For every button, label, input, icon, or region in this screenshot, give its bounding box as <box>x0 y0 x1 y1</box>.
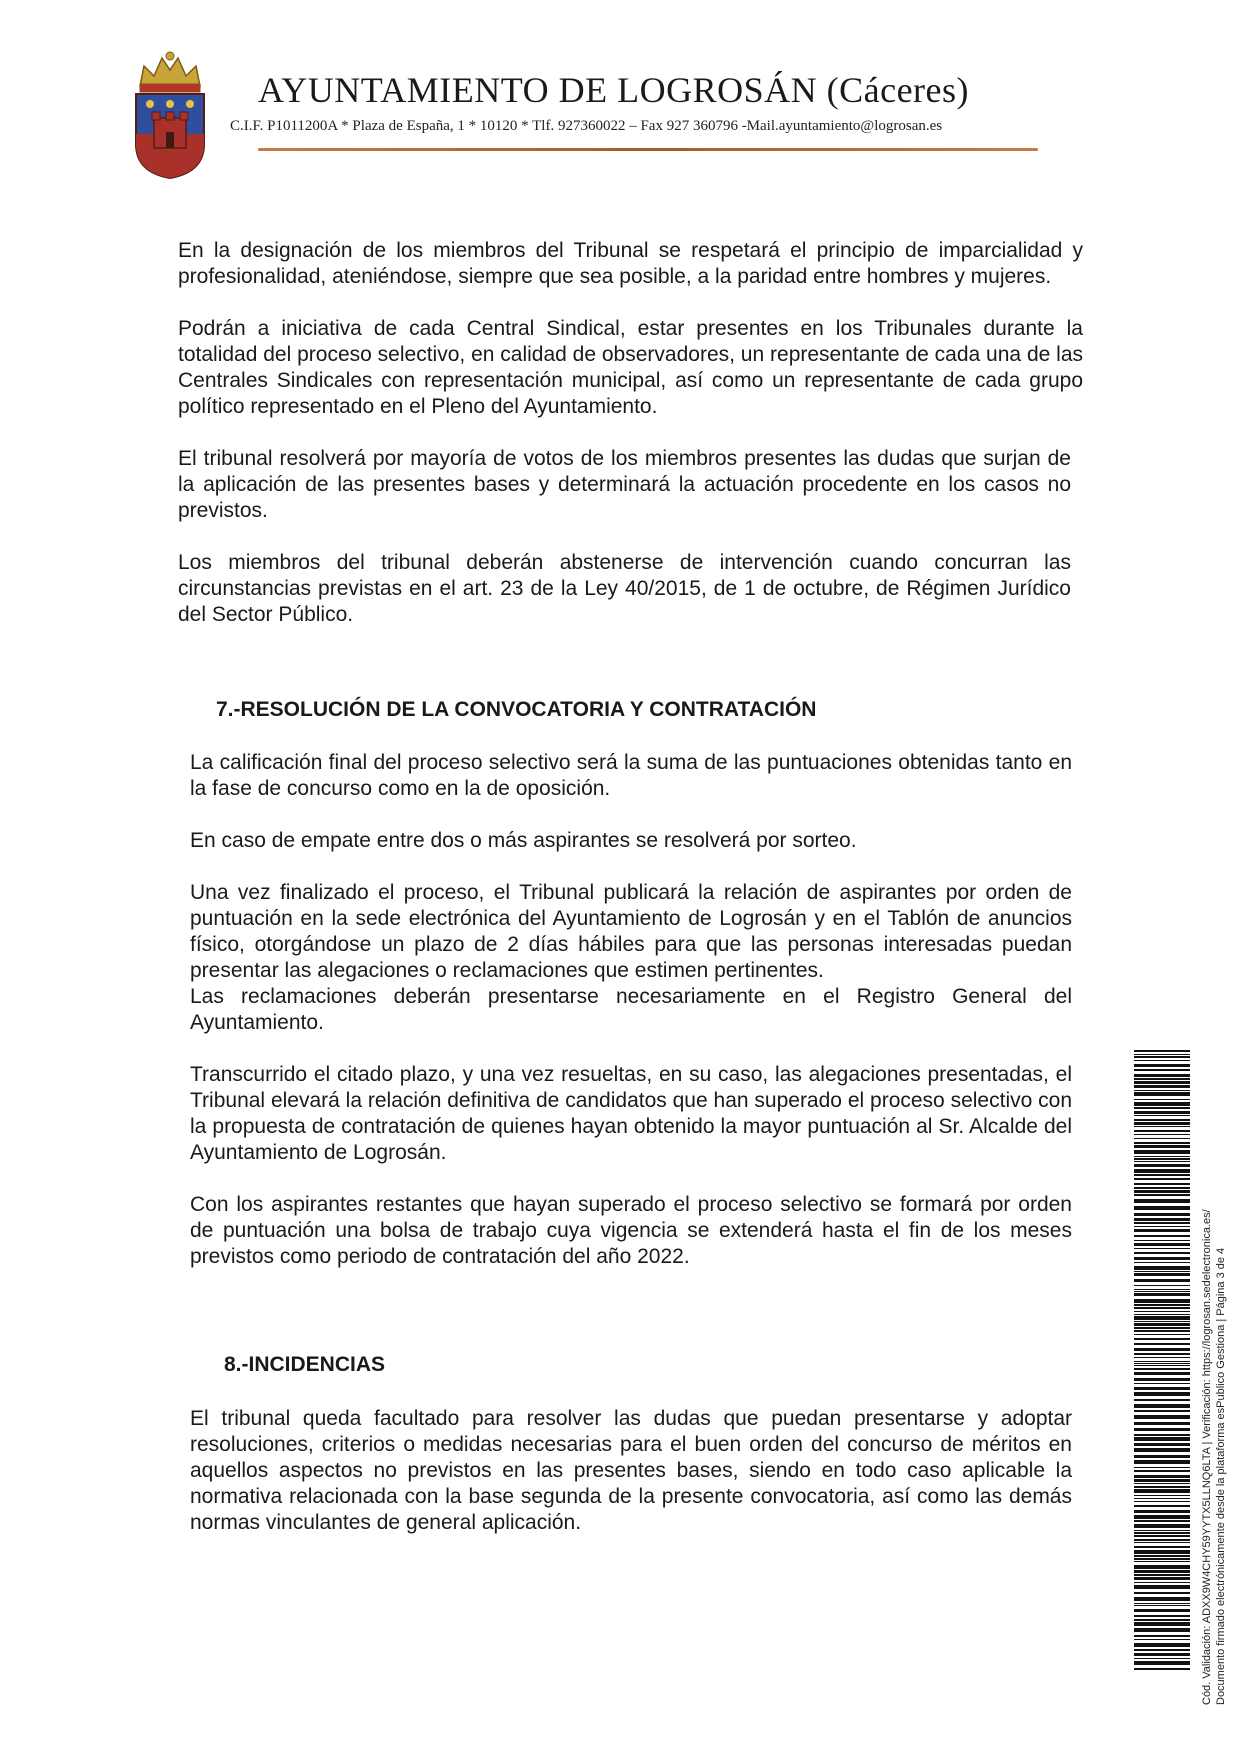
intro-section <box>178 238 1083 628</box>
section-8-heading: 8.-INCIDENCIAS <box>224 1353 386 1376</box>
verification-text <box>1200 1055 1228 1705</box>
barcode-icon <box>1134 1050 1190 1670</box>
paragraph: En la designación de los miembros del Tribunal se respetará el principio de imparcialidad y profesionalidad, ateniéndose, siempre que sea posible, a la paridad entre hombres y mujeres. <box>178 239 1083 288</box>
paragraph: Con los aspirantes restantes que hayan superado el proceso selectivo se formará por orden de puntuación una bolsa de trabajo cuya vigencia se extenderá hasta el fin de los meses previstos como periodo de contratación del año 2022. <box>190 1193 1072 1268</box>
paragraph: Transcurrido el citado plazo, y una vez resueltas, en su caso, las alegaciones presentadas, el Tribunal elevará la relación definitiva de candidatos que han superado el proceso selectivo con la propuesta de contratación de quienes hayan obtenido la mayor puntuación al Sr. Alcalde del Ayuntamiento de Logrosán. <box>190 1063 1072 1164</box>
paragraph: Podrán a iniciativa de cada Central Sindical, estar presentes en los Tribunales durante la totalidad del proceso selectivo, en calidad de observadores, un representante de cada una de las Centrales Sindicales con representación municipal, así como un representante de cada grupo político representado en el Pleno del Ayuntamiento. <box>178 317 1083 418</box>
section-7-body <box>190 750 1072 1270</box>
municipality-title: AYUNTAMIENTO DE LOGROSÁN (Cáceres) <box>258 70 970 110</box>
paragraph: El tribunal queda facultado para resolver las dudas que puedan presentarse y adoptar resoluciones, criterios o medidas necesarias para el buen orden del concurso de méritos en aquellos aspectos no previstos en las presentes bases, siendo en todo caso aplicable la normativa relacionada con la base segunda de la presente convocatoria, así como las demás normas vinculantes de general aplicación. <box>190 1407 1072 1534</box>
coat-of-arms-icon <box>130 48 210 180</box>
section-8-body <box>190 1406 1072 1536</box>
section-7-heading: 7.-RESOLUCIÓN DE LA CONVOCATORIA Y CONTRATACIÓN <box>216 698 817 721</box>
paragraph: Las reclamaciones deberán presentarse necesariamente en el Registro General del Ayuntamiento. <box>190 985 1072 1034</box>
paragraph: Una vez finalizado el proceso, el Tribunal publicará la relación de aspirantes por orden de puntuación en la sede electrónica del Ayuntamiento de Logrosán y en el Tablón de anuncios físico, otorgándose un plazo de 2 días hábiles para que las personas interesadas puedan presentar las alegaciones o reclamaciones que estimen pertinentes. <box>190 881 1072 982</box>
paragraph: En caso de empate entre dos o más aspirantes se resolverá por sorteo. <box>190 829 857 852</box>
verification-line: Documento firmado electrónicamente desde la plataforma esPublico Gestiona | Página 3 de 4 <box>1215 1247 1227 1705</box>
header-divider <box>258 148 1038 151</box>
paragraph: La calificación final del proceso selectivo será la suma de las puntuaciones obtenidas tanto en la fase de concurso como en la de oposición. <box>190 751 1072 800</box>
paragraph: El tribunal resolverá por mayoría de votos de los miembros presentes las dudas que surjan de la aplicación de las presentes bases y determinará la actuación procedente en los casos no previstos. <box>178 447 1071 522</box>
contact-details: C.I.F. P1011200A * Plaza de España, 1 * 10120 * Tlf. 927360022 – Fax 927 360796 -Mail.ayuntamiento@logrosan.es <box>230 118 943 134</box>
paragraph: Los miembros del tribunal deberán abstenerse de intervención cuando concurran las circunstancias previstas en el art. 23 de la Ley 40/2015, de 1 de octubre, de Régimen Jurídico del Sector Público. <box>178 551 1071 626</box>
verification-line: Cód. Validación: ADXX9W4CHY59YYTX5LLNQ6LTA | Verificación: https://logrosan.sedelectronica.es/ <box>1201 1209 1213 1705</box>
